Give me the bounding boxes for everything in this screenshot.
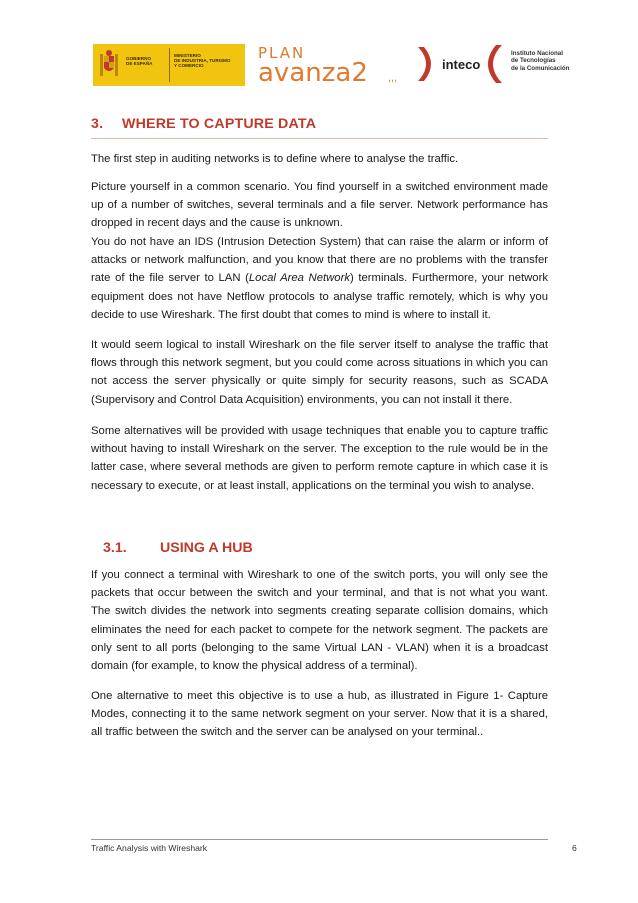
paragraph-switch: If you connect a terminal with Wireshark to one of the switch ports, you will only see the packets that occur between the switch and your terminal, and that is not what you want. The switch divides the network into segments creating separate collision domains, which eliminates the need for each packet to compete for the network segment. The packets are only sent to all ports (belonging to the same Virtual LAN - VLAN) when it is a broadcast domain (for example, to know the physical address of a terminal). [91,569,548,673]
subsection-title: USING A HUB [160,540,253,556]
section-heading [91,116,548,132]
institute-text: Instituto Nacional de Tecnologías de la Comunicación [511,50,570,72]
avanza-label: avanza2 [258,58,368,88]
plan-label: PLAN [258,44,306,62]
section-rule [91,138,548,139]
institute-bracket-icon [484,43,504,85]
paragraph-alternatives: Some alternatives will be provided with usage techniques that enable you to capture traffic without having to install Wireshark on the server. The exception to the rule would be in the latter case, where several methods are given to perform remote capture in which case it is necessary to execute, or at least install, applications on the terminal you wish to analyse. [91,425,548,492]
paragraph-install: It would seem logical to install Wireshark on the file server itself to analyse the traffic that flows through this network segment, but you could come across situations in which you can not access the server physically or quite simply for security reasons, such as SCADA (Supervisory and Control Data Acquisition) environments, you can not install it there. [91,339,548,406]
paragraph-intro: The first step in auditing networks is to define where to analyse the traffic. [91,153,459,165]
page-content [91,116,548,739]
footer-rule [91,839,548,840]
paragraph-hub: One alternative to meet this objective is to use a hub, as illustrated in Figure 1- Capture Modes, connecting it to the same network segment on your server. Now that it is a shared, all traffic between the switch and the server can be analysed on your terminal.. [91,690,548,739]
plan-avanza-logo [258,44,410,88]
paragraph-scenario: Picture yourself in a common scenario. You find yourself in a switched environment made up of a number of switches, several terminals and a file server. Network performance has dropped in recent days and the cause is unknown. [91,181,548,230]
subsection-number: 3.1. [103,540,127,556]
plan-tick-icon: ,,, [388,72,398,84]
ministerio-text: MINISTERIO DE INDUSTRIA, TURISMO Y COMERCIO [174,53,231,69]
section-title: WHERE TO CAPTURE DATA [122,116,317,132]
section-number: 3. [91,116,104,132]
inteco-label: inteco [442,57,481,72]
logo-divider [169,48,170,82]
page-header [0,0,638,100]
spain-crest-icon [98,48,120,80]
page-number: 6 [572,843,577,853]
footer-title: Traffic Analysis with Wireshark [91,843,208,853]
gobierno-text: GOBIERNO DE ESPAÑA [126,56,153,67]
subsection-heading [103,540,253,556]
paragraph-ids: You do not have an IDS (Intrusion Detection System) that can raise the alarm or inform of attacks or network malfunction, and you know that there are no problems with the transfer rate of the file server to LAN (Local Area Network) terminals. Furthermore, your network equipment does not have Netflow protocols to analyse traffic remotely, which is why you decide to use Wireshark. The first doubt that comes to mind is where to install it. [91,236,548,321]
inteco-bracket-icon [414,45,436,83]
